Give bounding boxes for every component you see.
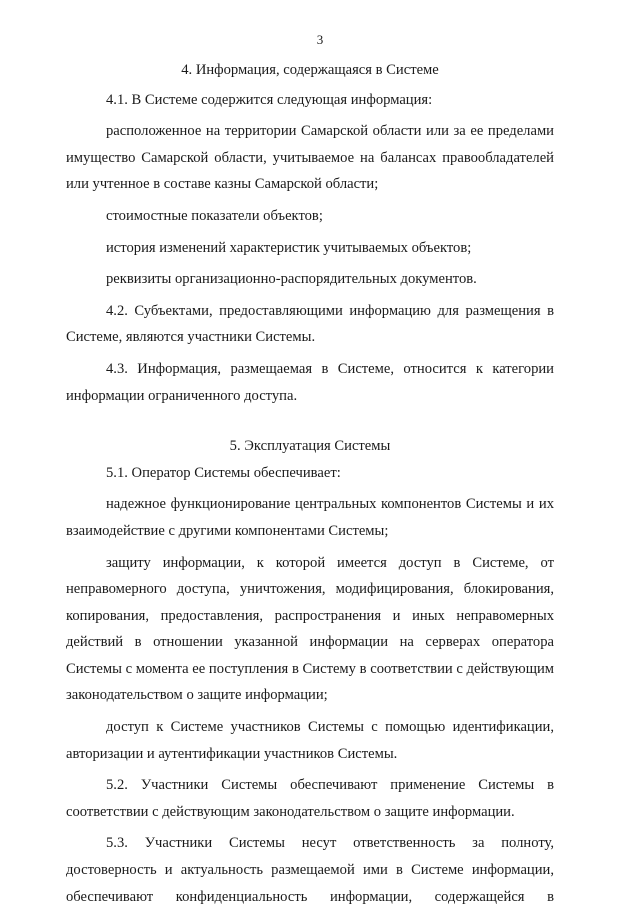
paragraph-5-3: 5.3. Участники Системы несут ответственность за полноту, достоверность и актуальность размещаемой ими в Системе информации, обеспечивают конфиденциальность информации, содержащейся в xyxy=(66,835,554,905)
paragraph-5-2: 5.2. Участники Системы обеспечивают применение Системы в соответствии с действующим законодательством о защите информации. xyxy=(66,777,554,820)
section-5-heading: 5. Эксплуатация Системы xyxy=(229,438,391,455)
document-body xyxy=(66,57,554,910)
paragraph-4-2: 4.2. Субъектами, предоставляющими информацию для размещения в Системе, являются участники Системы. xyxy=(66,302,554,346)
paragraph-5-1: 5.1. Оператор Системы обеспечивает: xyxy=(106,464,341,481)
paragraph-5-1-item-protection: защиту информации, к которой имеется доступ в Системе, от неправомерного доступа, уничтожения, модифицирования, блокирования, копирования, предоставления, распространения и иных неправомерных действий в отношении указанной информации на серверах оператора Системы с момента ее поступления в Систему в соответствии с действующим законодательством о защите информации; xyxy=(66,554,554,704)
section-4-heading: 4. Информация, содержащаяся в Системе xyxy=(181,62,439,78)
paragraph-4-3: 4.3. Информация, размещаемая в Системе, относится к категории информации ограниченного доступа. xyxy=(66,360,554,404)
page-number: 3 xyxy=(316,32,324,47)
paragraph-4-1: 4.1. В Системе содержится следующая информация: xyxy=(106,91,433,108)
paragraph-5-1-item-operation: надежное функционирование центральных компонентов Системы и их взаимодействие с другими компонентами Системы; xyxy=(66,496,554,539)
paragraph-4-1-item-documents: реквизиты организационно-распорядительных документов. xyxy=(106,271,477,288)
paragraph-4-1-item-property: расположенное на территории Самарской области или за ее пределами имущество Самарской области, учитываемое на балансах правообладателей или учтенное в составе казны Самарской области; xyxy=(66,123,554,193)
paragraph-5-1-item-access: доступ к Системе участников Системы с помощью идентификации, авторизации и аутентификации участников Системы. xyxy=(66,719,554,762)
paragraph-4-1-item-cost: стоимостные показатели объектов; xyxy=(106,207,323,224)
paragraph-4-1-item-history: история изменений характеристик учитываемых объектов; xyxy=(106,239,472,256)
